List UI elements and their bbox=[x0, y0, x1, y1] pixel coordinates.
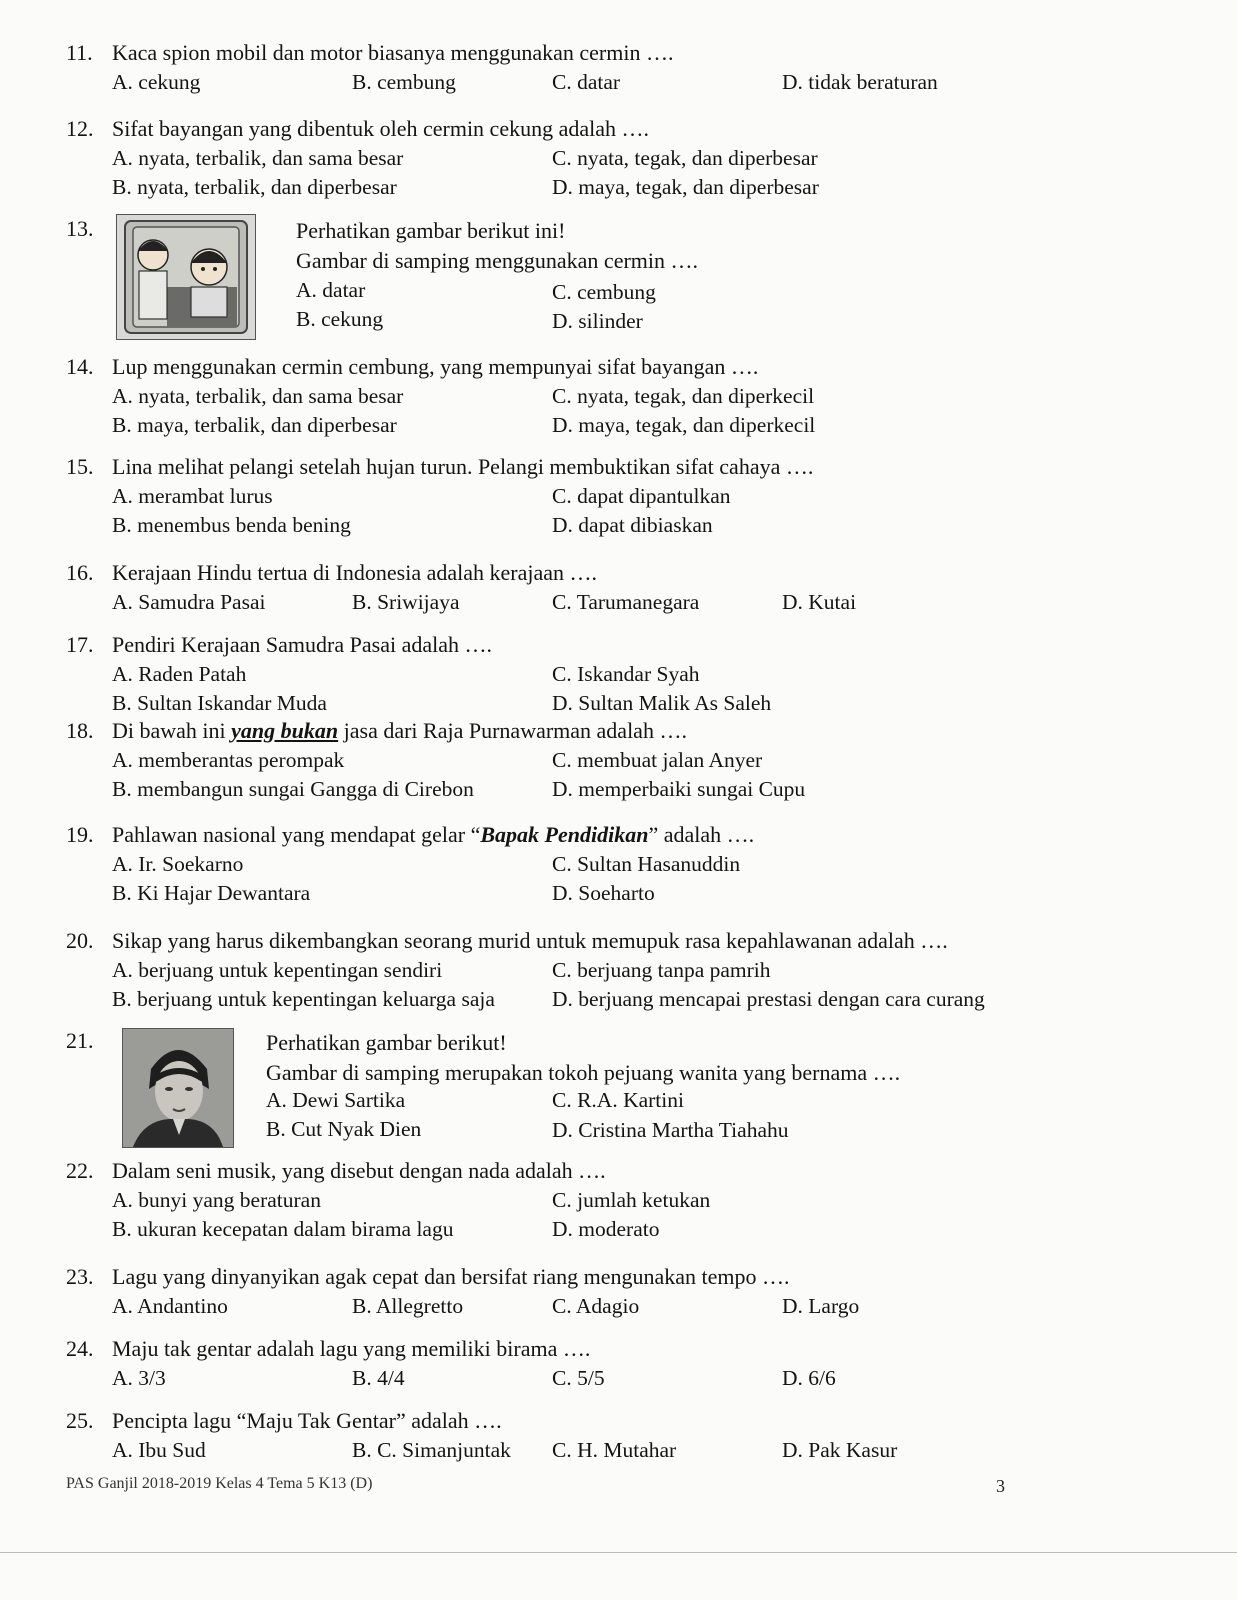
option-d[interactable]: D. maya, tegak, dan diperkecil bbox=[552, 413, 816, 437]
option-d[interactable]: D. berjuang mencapai prestasi dengan cara curang bbox=[552, 987, 985, 1011]
question-text: Sifat bayangan yang dibentuk oleh cermin cekung adalah …. bbox=[112, 116, 649, 141]
option-a[interactable]: A. Raden Patah bbox=[112, 662, 247, 686]
option-b[interactable]: B. Cut Nyak Dien bbox=[266, 1117, 422, 1141]
bottom-rule bbox=[0, 1552, 1237, 1553]
option-c[interactable]: C. Sultan Hasanuddin bbox=[552, 852, 741, 876]
option-d[interactable]: D. Sultan Malik As Saleh bbox=[552, 691, 772, 715]
question-text: Kaca spion mobil dan motor biasanya menggunakan cermin …. bbox=[112, 40, 674, 65]
question-number: 22. bbox=[66, 1158, 94, 1183]
option-b[interactable]: B. nyata, terbalik, dan diperbesar bbox=[112, 175, 397, 199]
option-a[interactable]: A. 3/3 bbox=[112, 1366, 166, 1390]
option-d[interactable]: D. 6/6 bbox=[782, 1366, 836, 1390]
option-c[interactable]: C. jumlah ketukan bbox=[552, 1188, 711, 1212]
question-number: 14. bbox=[66, 354, 94, 379]
option-b[interactable]: B. cekung bbox=[296, 307, 384, 331]
question-number: 18. bbox=[66, 718, 94, 743]
option-c[interactable]: C. nyata, tegak, dan diperbesar bbox=[552, 146, 818, 170]
question-text: Perhatikan gambar berikut! bbox=[266, 1030, 507, 1055]
question-number: 11. bbox=[66, 40, 93, 65]
option-d[interactable]: D. dapat dibiaskan bbox=[552, 513, 713, 537]
option-d[interactable]: D. Cristina Martha Tiahahu bbox=[552, 1118, 789, 1142]
question-number: 20. bbox=[66, 928, 94, 953]
option-d[interactable]: D. Soeharto bbox=[552, 881, 655, 905]
page-number: 3 bbox=[996, 1476, 1005, 1496]
option-a[interactable]: A. Samudra Pasai bbox=[112, 590, 266, 614]
question-23 bbox=[66, 1262, 1186, 1321]
option-a[interactable]: A. memberantas perompak bbox=[112, 748, 345, 772]
question-19 bbox=[66, 820, 1186, 908]
question-text: Perhatikan gambar berikut ini! bbox=[296, 218, 566, 243]
option-a[interactable]: A. datar bbox=[296, 278, 366, 302]
option-c[interactable]: C. 5/5 bbox=[552, 1366, 605, 1390]
option-b[interactable]: B. maya, terbalik, dan diperbesar bbox=[112, 413, 397, 437]
option-a[interactable]: A. nyata, terbalik, dan sama besar bbox=[112, 146, 404, 170]
option-d[interactable]: D. Largo bbox=[782, 1294, 860, 1318]
option-a[interactable]: A. cekung bbox=[112, 70, 201, 94]
option-b[interactable]: B. berjuang untuk kepentingan keluarga saja bbox=[112, 987, 495, 1011]
question-text: Lup menggunakan cermin cembung, yang mempunyai sifat bayangan …. bbox=[112, 354, 759, 379]
mirror-illustration bbox=[116, 214, 256, 340]
question-text: Sikap yang harus dikembangkan seorang murid untuk memupuk rasa kepahlawanan adalah …. bbox=[112, 928, 948, 953]
option-a[interactable]: A. Ibu Sud bbox=[112, 1438, 206, 1462]
option-d[interactable]: D. memperbaiki sungai Cupu bbox=[552, 777, 806, 801]
question-text: Lagu yang dinyanyikan agak cepat dan bersifat riang mengunakan tempo …. bbox=[112, 1264, 790, 1289]
question-text: Maju tak gentar adalah lagu yang memiliki birama …. bbox=[112, 1336, 591, 1361]
question-text-pre: Pahlawan nasional yang mendapat gelar “ bbox=[112, 822, 481, 847]
question-22 bbox=[66, 1156, 1186, 1244]
option-c[interactable]: C. membuat jalan Anyer bbox=[552, 748, 763, 772]
option-a[interactable]: A. merambat lurus bbox=[112, 484, 273, 508]
option-a[interactable]: A. Dewi Sartika bbox=[266, 1088, 406, 1112]
question-text: Dalam seni musik, yang disebut dengan nada adalah …. bbox=[112, 1158, 606, 1183]
question-17 bbox=[66, 630, 1186, 718]
question-25 bbox=[66, 1406, 1186, 1465]
option-b[interactable]: B. cembung bbox=[352, 70, 456, 94]
option-b[interactable]: B. Allegretto bbox=[352, 1294, 464, 1318]
question-14 bbox=[66, 352, 1186, 440]
option-c[interactable]: C. Tarumanegara bbox=[552, 590, 700, 614]
option-c[interactable]: C. berjuang tanpa pamrih bbox=[552, 958, 771, 982]
question-12 bbox=[66, 114, 1186, 202]
question-21 bbox=[66, 1026, 1186, 1150]
question-text-post: ” adalah …. bbox=[648, 822, 755, 847]
option-b[interactable]: B. Ki Hajar Dewantara bbox=[112, 881, 311, 905]
question-text: Pendiri Kerajaan Samudra Pasai adalah …. bbox=[112, 632, 492, 657]
option-d[interactable]: D. Pak Kasur bbox=[782, 1438, 898, 1462]
option-b[interactable]: B. menembus benda bening bbox=[112, 513, 351, 537]
option-d[interactable]: D. maya, tegak, dan diperbesar bbox=[552, 175, 819, 199]
option-a[interactable]: A. berjuang untuk kepentingan sendiri bbox=[112, 958, 443, 982]
question-text-2: Gambar di samping merupakan tokoh pejuang wanita yang bernama …. bbox=[266, 1060, 901, 1085]
option-b[interactable]: B. ukuran kecepatan dalam birama lagu bbox=[112, 1217, 454, 1241]
option-c[interactable]: C. Iskandar Syah bbox=[552, 662, 700, 686]
question-text-post: jasa dari Raja Purnawarman adalah …. bbox=[338, 718, 687, 743]
question-24 bbox=[66, 1334, 1186, 1393]
question-text: Pencipta lagu “Maju Tak Gentar” adalah …. bbox=[112, 1408, 502, 1433]
question-number: 17. bbox=[66, 632, 94, 657]
heroine-portrait bbox=[122, 1028, 234, 1148]
question-number: 24. bbox=[66, 1336, 94, 1361]
question-number: 21. bbox=[66, 1028, 94, 1053]
question-13 bbox=[66, 214, 1186, 344]
option-c[interactable]: C. R.A. Kartini bbox=[552, 1088, 684, 1112]
option-c[interactable]: C. Adagio bbox=[552, 1294, 640, 1318]
question-number: 25. bbox=[66, 1408, 94, 1433]
option-b[interactable]: B. Sriwijaya bbox=[352, 590, 460, 614]
option-a[interactable]: A. Ir. Soekarno bbox=[112, 852, 244, 876]
question-text bbox=[112, 820, 754, 850]
option-d[interactable]: D. silinder bbox=[552, 309, 643, 333]
question-number: 13. bbox=[66, 216, 94, 241]
question-text-2: Gambar di samping menggunakan cermin …. bbox=[296, 248, 699, 273]
question-18 bbox=[66, 716, 1186, 804]
question-number: 15. bbox=[66, 454, 94, 479]
question-text bbox=[112, 716, 687, 746]
question-16 bbox=[66, 558, 1186, 617]
option-b[interactable]: B. membangun sungai Gangga di Cirebon bbox=[112, 777, 474, 801]
question-text: Kerajaan Hindu tertua di Indonesia adalah kerajaan …. bbox=[112, 560, 598, 585]
option-b[interactable]: B. Sultan Iskandar Muda bbox=[112, 691, 327, 715]
question-number: 12. bbox=[66, 116, 94, 141]
option-d[interactable]: D. moderato bbox=[552, 1217, 660, 1241]
question-text: Lina melihat pelangi setelah hujan turun. Pelangi membuktikan sifat cahaya …. bbox=[112, 454, 814, 479]
page-footer: PAS Ganjil 2018-2019 Kelas 4 Tema 5 K13 (D) bbox=[66, 1475, 373, 1492]
option-c[interactable]: C. nyata, tegak, dan diperkecil bbox=[552, 384, 815, 408]
question-text-pre: Di bawah ini bbox=[112, 718, 232, 743]
emphasis-text: yang bukan bbox=[231, 718, 339, 743]
option-c[interactable]: C. H. Mutahar bbox=[552, 1438, 677, 1462]
emphasis-text: Bapak Pendidikan bbox=[480, 822, 649, 847]
question-11 bbox=[66, 38, 1186, 97]
option-d[interactable]: D. Kutai bbox=[782, 590, 857, 614]
question-number: 23. bbox=[66, 1264, 94, 1289]
option-c[interactable]: C. datar bbox=[552, 70, 621, 94]
question-20 bbox=[66, 926, 1186, 1014]
mirror-image bbox=[117, 215, 255, 339]
option-a[interactable]: A. nyata, terbalik, dan sama besar bbox=[112, 384, 404, 408]
option-b[interactable]: B. C. Simanjuntak bbox=[352, 1438, 511, 1462]
option-a[interactable]: A. Andantino bbox=[112, 1294, 228, 1318]
question-15 bbox=[66, 452, 1186, 540]
option-a[interactable]: A. bunyi yang beraturan bbox=[112, 1188, 321, 1212]
question-number: 19. bbox=[66, 822, 94, 847]
option-c[interactable]: C. cembung bbox=[552, 280, 656, 304]
option-b[interactable]: B. 4/4 bbox=[352, 1366, 405, 1390]
portrait-image bbox=[123, 1029, 233, 1147]
option-c[interactable]: C. dapat dipantulkan bbox=[552, 484, 731, 508]
option-d[interactable]: D. tidak beraturan bbox=[782, 70, 938, 94]
question-number: 16. bbox=[66, 560, 94, 585]
